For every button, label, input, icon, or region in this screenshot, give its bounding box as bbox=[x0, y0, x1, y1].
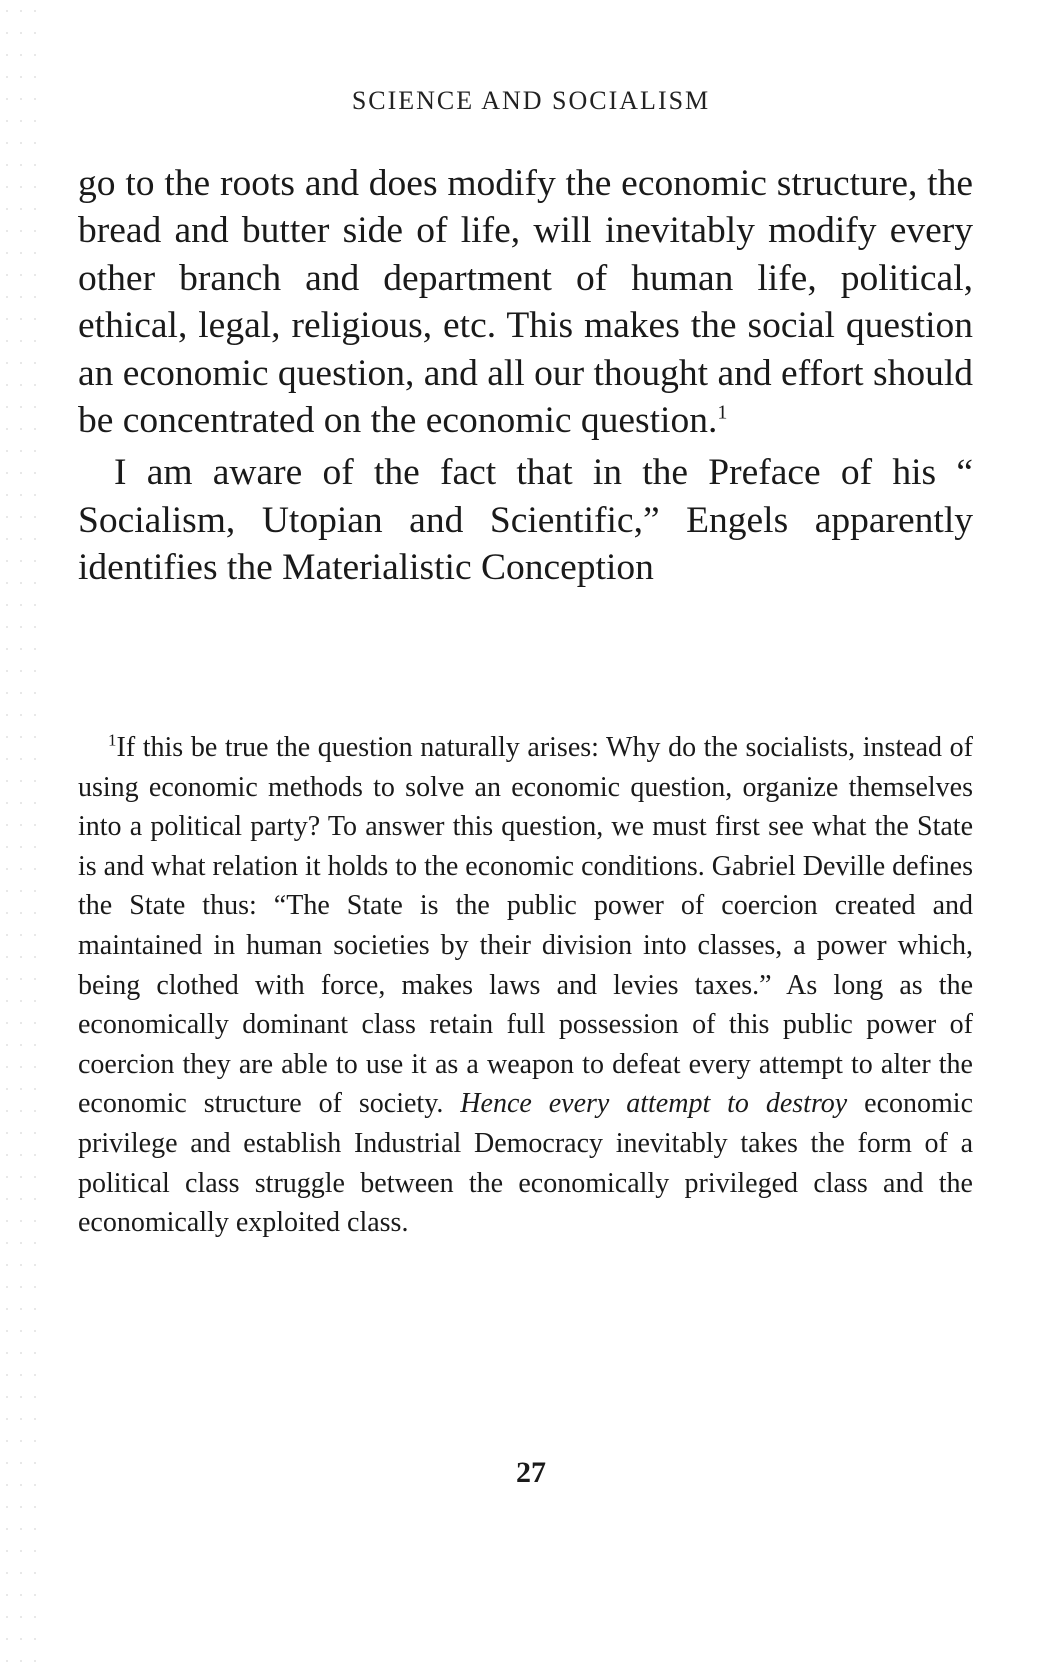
main-text bbox=[78, 160, 973, 592]
footnote-reference: 1 bbox=[717, 401, 728, 424]
footnote-text: If this be true the question naturally arises: Why do the socialists, instead of using economic methods to solve an economic question, organize themselves into a political party? To answer this question, we must first see what the State is and what relation it holds to the economic conditions. Gabriel Deville defines the State thus: “The State is the public power of coercion created and maintained in human societies by their division into classes, a power which, being clothed with force, makes laws and levies taxes.” As long as the economically dominant class retain full possession of this public power of coercion they are able to use it as a weapon to defeat every attempt to alter the economic structure of society. bbox=[78, 732, 974, 1120]
paragraph-2 bbox=[78, 449, 973, 591]
running-head: SCIENCE AND SOCIALISM bbox=[351, 86, 711, 115]
footnote-paragraph bbox=[78, 728, 973, 1243]
page-edge-texture bbox=[0, 0, 40, 1668]
footnote-marker: 1 bbox=[108, 730, 117, 750]
footnote-text-tail: economic privilege and establish Industrial Democracy inevitably takes the form of a political class struggle between the economically privileged class and the economically exploited class. bbox=[78, 1088, 974, 1239]
page-number: 27 bbox=[516, 1456, 546, 1489]
paragraph-1 bbox=[78, 160, 973, 444]
footnote-italic-text: Hence every attempt to destroy bbox=[460, 1088, 848, 1120]
paragraph-2-text: I am aware of the fact that in the Preface of his “ Socialism, Utopian and Scientific,” Engels apparently identifies the Materialistic Conception bbox=[78, 452, 973, 589]
paragraph-1-text: go to the roots and does modify the economic structure, the bread and butter side of life, will inevitably modify every other branch and department of human life, political, ethical, legal, religious, etc. This makes the social question an economic question, and all our thought and effort should be concentrated on the economic question. bbox=[78, 163, 973, 442]
footnote bbox=[78, 728, 973, 1243]
